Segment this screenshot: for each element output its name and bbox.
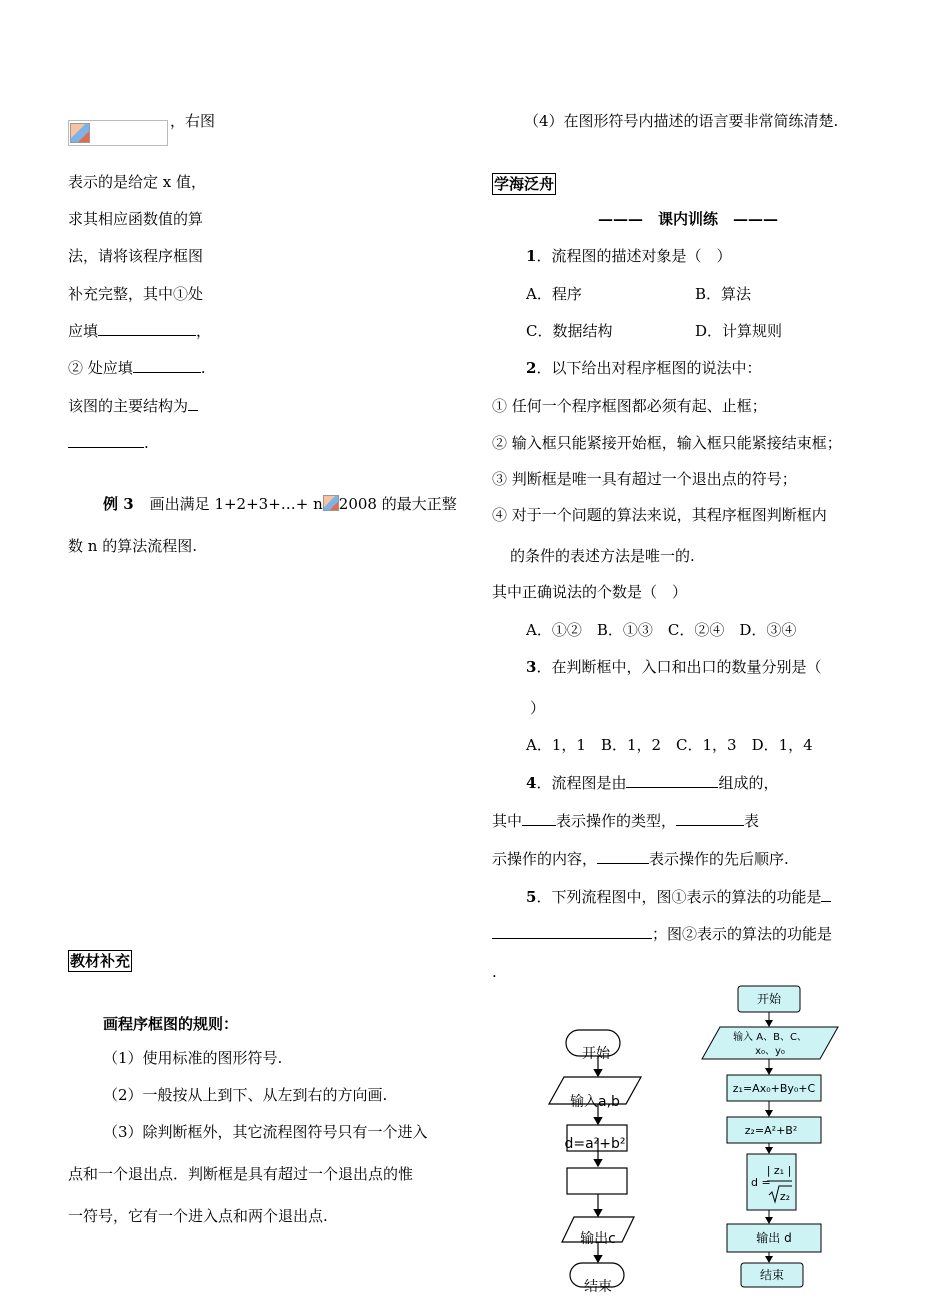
fill-blank-line (68, 395, 198, 416)
flow1-output-label: 输出c (580, 1231, 616, 1247)
answer-blank (522, 810, 556, 826)
paragraph-line: 表示的是给定 x 值， (68, 173, 206, 191)
text-prefix: 应填 (68, 322, 99, 340)
flowchart-2 (690, 978, 850, 1292)
question-number: 1 (526, 247, 537, 265)
missing-image-placeholder (68, 120, 168, 146)
flow2-input-label-2: x₀、y₀ (755, 1046, 785, 1057)
fill-blank-line (68, 357, 206, 378)
section-heading-supplement: 教材补充 (70, 952, 131, 970)
answer-blank (821, 886, 831, 902)
example-label: 例 3 (103, 495, 134, 513)
rule-line: （4）在图形符号内描述的语言要非常简练清楚. (524, 112, 839, 130)
text-mid: 表示操作的类型， (556, 812, 677, 830)
question-text: ；图②表示的算法的功能是 (652, 925, 833, 943)
question-text: ．在判断框中，入口和出口的数量分别是（ (536, 658, 822, 676)
question-2 (526, 358, 761, 378)
option-d: D．计算规则 (695, 322, 783, 340)
options-line: A．①② B．①③ C．②④ D．③④ (526, 621, 797, 639)
flow1-empty-process-box (567, 1168, 627, 1194)
answer-blank (133, 357, 201, 373)
rule-line: （2）一般按从上到下、从左到右的方向画. (103, 1086, 388, 1104)
paragraph-line: ，右图 (170, 112, 216, 130)
question-3 (526, 657, 821, 677)
flow2-d-lhs: d = (751, 1176, 771, 1189)
subsection-title: ——— 课内训练 ——— (598, 210, 779, 228)
question-text: ．下列流程图中，图①表示的算法的功能是 (536, 888, 822, 906)
rules-heading: 画程序框图的规则： (103, 1015, 239, 1033)
paragraph-line: 法，请将该程序框图 (68, 247, 204, 265)
rule-line: （3）除判断框外，其它流程图符号只有一个进入 (103, 1123, 428, 1141)
example-text: 画出满足 1+2+3+…+ n (149, 495, 323, 513)
text-prefix: 其中 (492, 812, 523, 830)
statement-line: 的条件的表述方法是唯一的. (510, 547, 695, 565)
question-text: ．流程图的描述对象是（ ） (536, 247, 732, 265)
statement-line: ② 输入框只能紧接开始框，输入框只能紧接结束框； (492, 434, 842, 452)
flow1-end-label: 结束 (584, 1279, 612, 1295)
text-suffix: 表 (744, 812, 760, 830)
broken-image-icon (70, 123, 90, 143)
answer-blank (68, 432, 144, 448)
flow2-d-numerator: | z₁ | (766, 1164, 792, 1177)
answer-blank (597, 848, 649, 864)
question-number: 5 (526, 888, 537, 906)
example-3-line: 数 n 的算法流程图. (68, 537, 197, 555)
option-a: A．程序 (526, 285, 582, 303)
flow2-input-label-1: 输入 A、B、C、 (733, 1032, 807, 1043)
flow1-process-label: d=a²+b² (564, 1136, 626, 1152)
question-4 (526, 772, 778, 793)
option-c: C．数据结构 (526, 322, 613, 340)
question-5 (526, 886, 831, 907)
options-line: A．1，1 B．1，2 C．1，3 D．1，4 (526, 736, 813, 754)
fill-blank-line (68, 320, 211, 341)
question-4-line2 (492, 810, 759, 831)
text-prefix: 示操作的内容， (492, 850, 598, 868)
answer-blank (98, 320, 196, 336)
rule-line: 点和一个退出点．判断框是具有超过一个退出点的惟 (68, 1165, 414, 1183)
flow1-input-label: 输入a,b (570, 1094, 620, 1110)
question-4-line3 (492, 848, 789, 869)
example-3-line (103, 494, 457, 514)
question-number: 4 (526, 774, 537, 792)
text-suffix: ， (196, 322, 212, 340)
question-5-line2 (492, 923, 832, 944)
question-number: 3 (526, 658, 537, 676)
question-number: 2 (526, 359, 537, 377)
answer-blank (492, 923, 652, 939)
statement-line: ④ 对于一个问题的算法来说，其程序框图判断框内 (492, 506, 827, 524)
text-prefix: ② 处应填 (68, 359, 133, 377)
question-text: ．以下给出对程序框图的说法中： (536, 359, 762, 377)
paragraph-line: 求其相应函数值的算 (68, 210, 204, 228)
flow2-output-label: 输出 d (756, 1231, 792, 1245)
flow2-start-label: 开始 (756, 992, 782, 1006)
section-heading-practice: 学海泛舟 (494, 175, 555, 193)
question-text: ．流程图是由 (536, 774, 627, 792)
answer-blank (188, 395, 198, 411)
question-text-cont: ） (530, 699, 546, 717)
flowchart-1 (540, 1020, 660, 1298)
inline-image-icon (323, 495, 339, 511)
rule-line: （1）使用标准的图形符号. (103, 1049, 283, 1067)
rule-line: 一符号，它有一个进入点和两个退出点. (68, 1207, 328, 1225)
paragraph-line: 补充完整，其中①处 (68, 285, 204, 303)
flow2-z2-label: z₂=A²+B² (744, 1124, 798, 1137)
statement-line: ③ 判断框是唯一具有超过一个退出点的符号； (492, 470, 797, 488)
flow2-end-label: 结束 (759, 1268, 785, 1282)
flow1-start-label: 开始 (582, 1046, 610, 1062)
option-b: B．算法 (695, 285, 752, 303)
text-prefix: 该图的主要结构为 (68, 397, 189, 415)
statement-line: ① 任何一个程序框图都必须有起、止框； (492, 397, 767, 415)
question-5-line3: . (492, 963, 497, 981)
answer-blank (676, 810, 744, 826)
answer-blank (626, 772, 718, 788)
fill-blank-line (68, 432, 149, 453)
question-text: 组成的， (718, 774, 779, 792)
flow2-d-denominator: z₂ (779, 1190, 791, 1203)
example-text: 2008 的最大正整 (338, 495, 457, 513)
text-suffix: . (200, 359, 206, 377)
question-1 (526, 246, 731, 266)
flow2-z1-label: z₁=Ax₀+By₀+C (732, 1082, 816, 1095)
text-suffix: . (144, 434, 149, 452)
question-prompt: 其中正确说法的个数是（ ） (492, 583, 688, 601)
text-suffix: 表示操作的先后顺序. (649, 850, 789, 868)
